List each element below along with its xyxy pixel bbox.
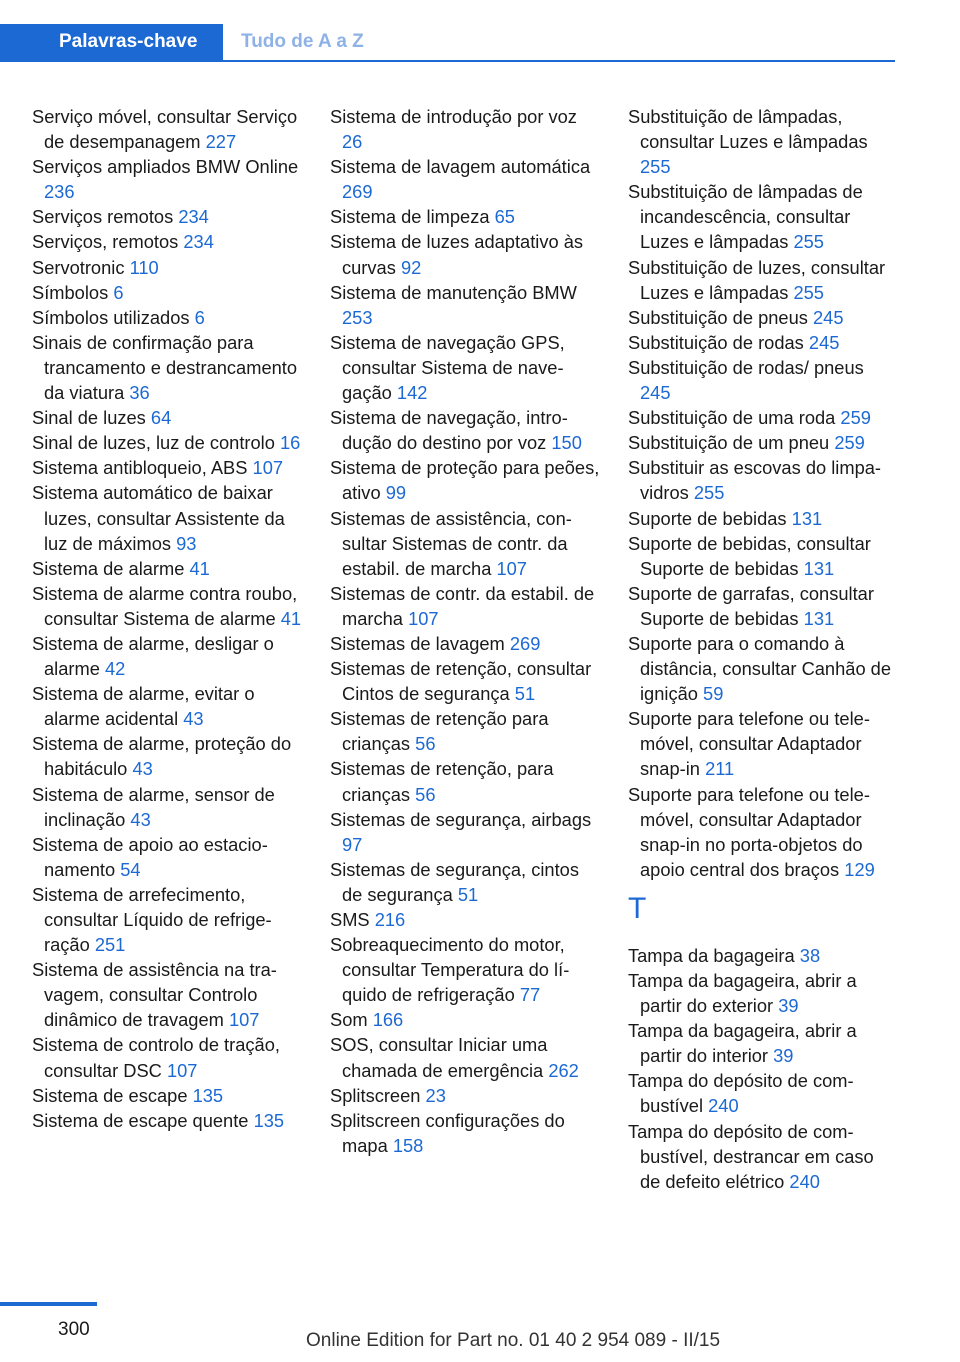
index-entry [32,204,302,229]
index-entry [628,455,898,505]
index-entry [32,731,302,781]
page-link[interactable]: 51 [457,883,479,905]
index-entry [628,430,898,455]
index-entry [628,506,898,531]
index-entry [32,1032,302,1082]
index-entry [32,882,302,957]
entry-text: Sinal de luzes [32,407,146,429]
entry-text: Sistema de navegação GPS, consultar Sistema de navegação [330,331,565,404]
index-entry [330,1032,600,1082]
page-link[interactable]: 97 [342,833,363,855]
index-entry [628,943,898,968]
page-link[interactable]: 16 [279,432,301,454]
page-link[interactable]: 150 [551,432,582,454]
entry-text: Sistemas de assistência, consultar Sistemas de contr. da estabil. de marcha [330,507,572,579]
index-entry [32,154,302,204]
page-link[interactable]: 245 [808,331,840,353]
entry-text: Sistema de introdução por voz [330,106,577,127]
entry-text: Sinais de confirmação para trancamento e destrancamento da viatura [32,331,298,404]
page-link[interactable]: 234 [178,206,209,228]
page-link[interactable]: 107 [228,1009,260,1031]
page-link[interactable]: 142 [396,382,428,404]
page-link[interactable]: 26 [342,131,363,153]
entry-text: Serviço móvel, consultar Serviço de desempanagem [32,106,298,153]
index-entry [330,706,600,756]
index-entry [628,782,898,882]
entry-text: Substituição de uma roda [628,407,836,429]
page-link[interactable]: 23 [425,1084,446,1106]
page-link[interactable]: 131 [803,607,835,629]
page-link[interactable]: 135 [192,1084,224,1106]
entry-text: Sistema de alarme [32,557,185,579]
entry-text: Tampa do depósito de combustível, destrancar em caso de defeito elétrico [628,1120,874,1192]
index-entry [330,656,600,706]
entry-text: Suporte de bebidas, consultar Suporte de bebidas [628,532,871,579]
page-link[interactable]: 110 [129,256,159,278]
index-entry [628,1018,898,1068]
page-link[interactable]: 43 [132,758,153,780]
entry-text: Sistema de proteção para peões, ativo [330,457,600,504]
entry-text: Splitscreen [330,1084,421,1106]
entry-text: Sistemas de lavagem [330,632,505,654]
entry-text: Serviços, remotos [32,231,179,253]
index-entry [628,1119,898,1194]
page-link[interactable]: 107 [166,1059,198,1081]
page-link[interactable]: 65 [494,206,515,228]
index-entry [628,355,898,405]
entry-text: Sistemas de segurança, cintos de segurança [330,858,579,905]
page-link[interactable]: 107 [496,557,527,579]
index-entry [32,330,302,405]
page-link[interactable]: 77 [519,984,541,1006]
index-entry [628,968,898,1018]
index-entry [628,330,898,355]
entry-text: Sistema de manutenção BMW [330,281,577,303]
page-link[interactable]: 41 [280,607,302,629]
page-link[interactable]: 93 [176,532,197,554]
page-link[interactable]: 6 [194,306,205,328]
page-link[interactable]: 6 [113,281,124,303]
index-column-1 [32,104,302,1133]
index-entry [628,104,898,179]
entry-text: Sistemas de retenção, consultar Cintos de segurança [330,658,592,705]
page-link[interactable]: 41 [189,557,210,579]
entry-text: Sistemas de segurança, airbags [330,808,592,830]
index-entry [32,480,302,555]
index-entry [330,506,600,581]
page-link[interactable]: 236 [44,181,75,203]
index-entry [330,330,600,405]
page-link[interactable]: 255 [640,156,671,178]
page-link[interactable]: 135 [253,1109,285,1131]
index-entry [628,1068,898,1118]
page-link[interactable]: 107 [408,607,439,629]
entry-text: Sistema de alarme, sensor de inclinação [32,783,275,830]
page-link[interactable]: 269 [509,632,541,654]
page-link[interactable]: 43 [130,808,151,830]
index-entry [330,154,600,204]
entry-text: Sistema de luzes adaptativo às curvas [330,231,584,278]
entry-text: Suporte para o comando à distância, consultar Canhão de ignição [628,632,892,705]
entry-text: Sistema de lavagem automática [330,156,591,178]
index-entry [330,907,600,932]
index-entry [32,832,302,882]
page-link[interactable]: 253 [342,306,373,328]
page-header [0,24,895,62]
entry-text: Suporte de garrafas, consultar Suporte de bebidas [628,582,874,629]
index-entry [32,1083,302,1108]
page-link[interactable]: 251 [94,934,126,956]
index-entry [32,104,302,154]
entry-text: Tampa da bagageira, abrir a partir do exterior [628,970,857,1017]
page-link[interactable]: 129 [844,858,875,880]
entry-text: Símbolos utilizados [32,306,190,328]
index-entry [330,581,600,631]
entry-text: Sistema de escape [32,1084,188,1106]
index-entry [32,631,302,681]
entry-text: Sistema antibloqueio, ABS [32,457,248,479]
entry-text: Tampa do depósito de combustível [628,1070,854,1117]
index-entry [628,631,898,706]
entry-text: Sistema de alarme, proteção do habitáculo [32,733,292,780]
index-entry [330,104,600,154]
index-entry [330,1083,600,1108]
section-letter: T [628,891,647,925]
page-link[interactable]: 240 [708,1095,739,1117]
page-link[interactable]: 245 [640,382,671,404]
page-link[interactable]: 259 [834,432,865,454]
entry-text: Suporte para telefone ou telemóvel, consultar Adaptador snap-in no porta-objetos do apoio central dos braços [628,783,870,880]
page-link[interactable]: 234 [183,231,214,253]
entry-text: SMS [330,909,370,930]
tab-keywords[interactable]: Palavras-chave [0,24,223,62]
page-link[interactable]: 259 [840,407,871,429]
entry-text: Sistema de alarme, desligar o alarme [32,632,274,680]
index-column-3 [628,104,898,1194]
entry-text: Sistema de limpeza [330,206,490,228]
page-link[interactable]: 99 [385,482,407,504]
page-link[interactable]: 38 [799,944,821,966]
index-entry [32,255,302,280]
index-entry [330,1108,600,1158]
index-entry [330,756,600,806]
entry-text: Sistema de alarme contra roubo, consultar Sistema de alarme [32,582,298,629]
index-entry [628,531,898,581]
page-link[interactable]: 92 [400,256,422,278]
entry-text: Sinal de luzes, luz de controlo [32,432,275,454]
page-link[interactable]: 131 [803,557,835,579]
entry-text: Substituição de lâmpadas, consultar Luzes e lâmpadas [628,106,868,153]
page-link[interactable]: 262 [548,1059,579,1081]
index-entry [330,932,600,1007]
page-link[interactable]: 166 [372,1009,404,1031]
index-entry [628,305,898,330]
index-entry [32,1108,302,1133]
index-entry [32,229,302,254]
page-link[interactable]: 54 [120,858,141,880]
footer-accent-bar [0,1302,97,1306]
entry-text: Tampa da bagageira [628,944,795,966]
index-entry [32,405,302,430]
index-entry [32,581,302,631]
entry-text: Sistema de controlo de tração, consultar DSC [32,1034,280,1081]
entry-text: Substituição de luzes, consultar Luzes e lâmpadas [628,256,886,303]
page-number: 300 [58,1319,90,1340]
page-link[interactable]: 255 [693,482,725,504]
index-entry [330,204,600,229]
index-entry [330,1007,600,1032]
header-rule [0,60,895,62]
entry-text: Substituição de pneus [628,306,808,328]
entry-text: Splitscreen configurações do mapa [330,1109,565,1156]
entry-text: Servotronic [32,256,125,278]
entry-text: Substituição de rodas/ pneus [628,356,864,378]
edition-note: Online Edition for Part no. 01 40 2 954 089 - II/15 [306,1330,721,1351]
entry-text: Sistema de apoio ao estacionamento [32,833,268,880]
index-entry [32,305,302,330]
entry-text: Sistemas de contr. da estabil. de marcha [330,582,595,629]
index-entry [330,280,600,330]
page-link[interactable]: 59 [703,683,724,705]
entry-text: Sistemas de retenção para crianças [330,708,549,755]
entry-text: Suporte de bebidas [628,507,787,529]
entry-text: Tampa da bagageira, abrir a partir do interior [628,1020,857,1067]
index-entry [32,556,302,581]
index-entry [330,405,600,455]
index-entry [628,706,898,781]
index-entry [330,229,600,279]
page-link[interactable]: 56 [415,733,436,755]
page-link[interactable]: 227 [205,131,237,153]
index-entry [628,405,898,430]
entry-text: Sistema de arrefecimento, consultar Líquido de refrigeração [32,883,272,956]
entry-text: Sistema automático de baixar luzes, consultar Assistente da luz de máximos [32,482,285,554]
page-link[interactable]: 64 [150,407,172,429]
page-link[interactable]: 245 [813,306,844,328]
entry-text: Sistema de escape quente [32,1109,249,1131]
page-link[interactable]: 240 [789,1170,820,1192]
entry-text: Sistema de assistência na travagem, consultar Controlo dinâmico de travagem [32,959,277,1031]
index-entry [628,255,898,305]
page-link[interactable]: 211 [705,758,735,780]
page-link[interactable]: 131 [791,507,823,529]
entry-text: Sistema de navegação, introdução do destino por voz [330,407,568,454]
index-entry [628,179,898,254]
entry-text: Serviços remotos [32,206,174,228]
entry-text: Sistemas de retenção, para crianças [330,758,554,805]
page-link[interactable]: 107 [252,457,284,479]
entry-text: Substituição de rodas [628,331,804,353]
page-link[interactable]: 39 [778,995,799,1017]
index-entry [32,455,302,480]
page-link[interactable]: 51 [514,683,536,705]
entry-text: Sobreaquecimento do motor, consultar Temperatura do líquido de refrigeração [330,934,570,1006]
page-link[interactable]: 56 [415,783,436,805]
index-entry [32,280,302,305]
entry-text: Substituir as escovas do limpa-vidros [628,457,882,504]
index-entry [32,681,302,731]
index-entry [628,581,898,631]
index-entry [330,857,600,907]
entry-text: Substituição de lâmpadas de incandescência, consultar Luzes e lâmpadas [628,181,863,253]
entry-text: Suporte para telefone ou telemóvel, consultar Adaptador snap-in [628,708,870,780]
index-entry [32,430,302,455]
page-link[interactable]: 216 [374,909,406,930]
index-entry [330,807,600,857]
page-link[interactable]: 42 [104,658,126,680]
index-entry [330,631,600,656]
entry-text: Sistema de alarme, evitar o alarme acidental [32,683,255,730]
page-link[interactable]: 158 [392,1134,424,1156]
page-link[interactable]: 43 [183,708,204,730]
index-entry [32,957,302,1032]
index-column-2 [330,104,600,1158]
page-link[interactable]: 255 [793,281,824,303]
page-link[interactable]: 269 [342,181,373,203]
page-link[interactable]: 39 [773,1045,794,1067]
entry-text: Substituição de um pneu [628,432,830,454]
entry-text: Símbolos [32,281,109,303]
index-entry [330,455,600,505]
page-link[interactable]: 255 [793,231,824,253]
index-entry [32,782,302,832]
entry-text: SOS, consultar Iniciar uma chamada de emergência [330,1034,548,1081]
tab-a-to-z[interactable]: Tudo de A a Z [241,31,364,52]
entry-text: Serviços ampliados BMW Online [32,156,299,178]
entry-text: Som [330,1009,368,1031]
page-link[interactable]: 36 [129,382,150,404]
